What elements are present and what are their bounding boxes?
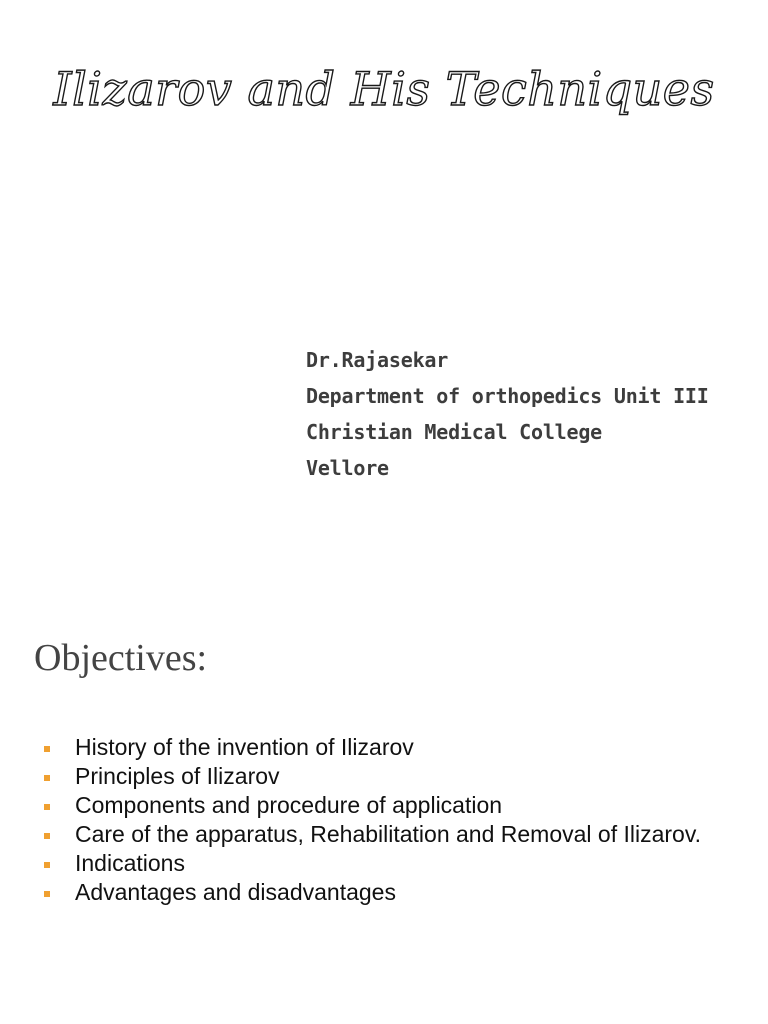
objective-item [44,790,744,819]
objective-text: Advantages and disadvantages [75,879,396,905]
objectives-slide [0,600,768,1024]
objective-item [44,848,744,877]
objective-item [44,877,744,906]
square-bullet-icon [44,833,50,839]
presentation-title: Ilizarov and His Techniques [53,62,715,116]
objective-item [44,732,744,761]
square-bullet-icon [44,775,50,781]
author-department: Department of orthopedics Unit III [306,384,709,408]
author-name: Dr.Rajasekar [306,348,449,372]
objectives-heading: Objectives: [34,637,208,679]
author-institution: Christian Medical College [306,420,603,444]
objectives-list [44,732,744,906]
author-city: Vellore [306,456,389,480]
square-bullet-icon [44,804,50,810]
square-bullet-icon [44,746,50,752]
objective-text: Indications [75,850,185,876]
objective-item [44,761,744,790]
objective-text: History of the invention of Ilizarov [75,734,414,760]
author-info [306,342,709,486]
objective-text: Components and procedure of application [75,792,503,818]
square-bullet-icon [44,862,50,868]
square-bullet-icon [44,891,50,897]
objective-text: Principles of Ilizarov [75,763,280,789]
objective-text: Care of the apparatus, Rehabilitation and Removal of Ilizarov. [75,821,702,847]
objective-item [44,819,744,848]
